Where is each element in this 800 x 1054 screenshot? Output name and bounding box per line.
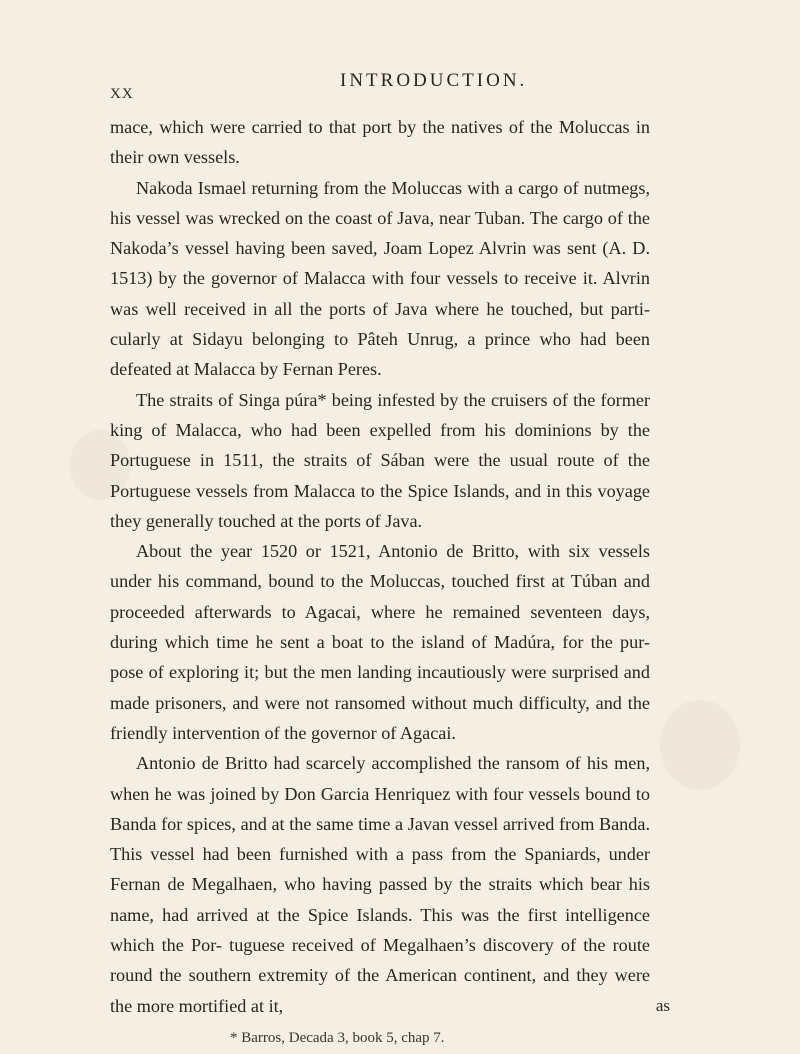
paragraph: Antonio de Britto had scarcely accomplished the ransom of his men, when he was joined by Don Garcia Henriquez with four vessels bound to Banda for spices, and at the same time a Javan vessel arrived from Banda. This vessel had been furnished with a pass from the Spaniards, under Fernan de Megalhaen, who having passed by the straits which bear his name, had arrived at the Spice Islands. This was the first intelligence which the Por- tuguese received of Megalhaen’s discovery of the route round the southern extremity of the American continent, and they were the more mortified at it,	[110, 753, 650, 1016]
running-head: INTRODUCTION.	[340, 70, 528, 91]
paragraph: mace, which were carried to that port by the natives of the Moluccas in their own vessels.	[110, 117, 650, 168]
page-number: XX	[110, 86, 134, 102]
footnote: * Barros, Decada 3, book 5, chap 7.	[230, 1030, 445, 1046]
paragraph: Nakoda Ismael returning from the Moluccas with a cargo of nutmegs, his vessel was wrecked on the coast of Java, near Tuban. The cargo of the Nakoda’s vessel having been saved, Joam Lopez Alvrin was sent (A. D. 1513) by the governor of Malacca with four vessels to receive it. Alvrin was well received in all the ports of Java where he touched, but parti- cularly at Sidayu belonging to Pâteh Unrug, a prince who had been defeated at Malacca by Fernan Peres.	[110, 177, 650, 380]
paragraph: About the year 1520 or 1521, Antonio de Britto, with six vessels under his command, bound to the Moluccas, touched first at Túban and proceeded afterwards to Agacai, where he remained seventeen days, during which time he sent a boat to the island of Madúra, for the pur- pose of exploring it; but the men landing incautiously were surprised and made prisoners, and were not ransomed without much difficulty, and the friendly intervention of the governor of Agacai.	[110, 541, 650, 743]
paper-stain	[660, 700, 740, 790]
paragraph: The straits of Singa púra* being infested by the cruisers of the former king of Malacca, who had been expelled from his dominions by the Portuguese in 1511, the straits of Sában were the usual route of the Portuguese vessels from Malacca to the Spice Islands, and in this voyage they generally touched at the ports of Java.	[110, 389, 650, 531]
catchword: as	[655, 996, 670, 1015]
page-header	[110, 70, 670, 100]
body-text	[110, 112, 650, 1021]
